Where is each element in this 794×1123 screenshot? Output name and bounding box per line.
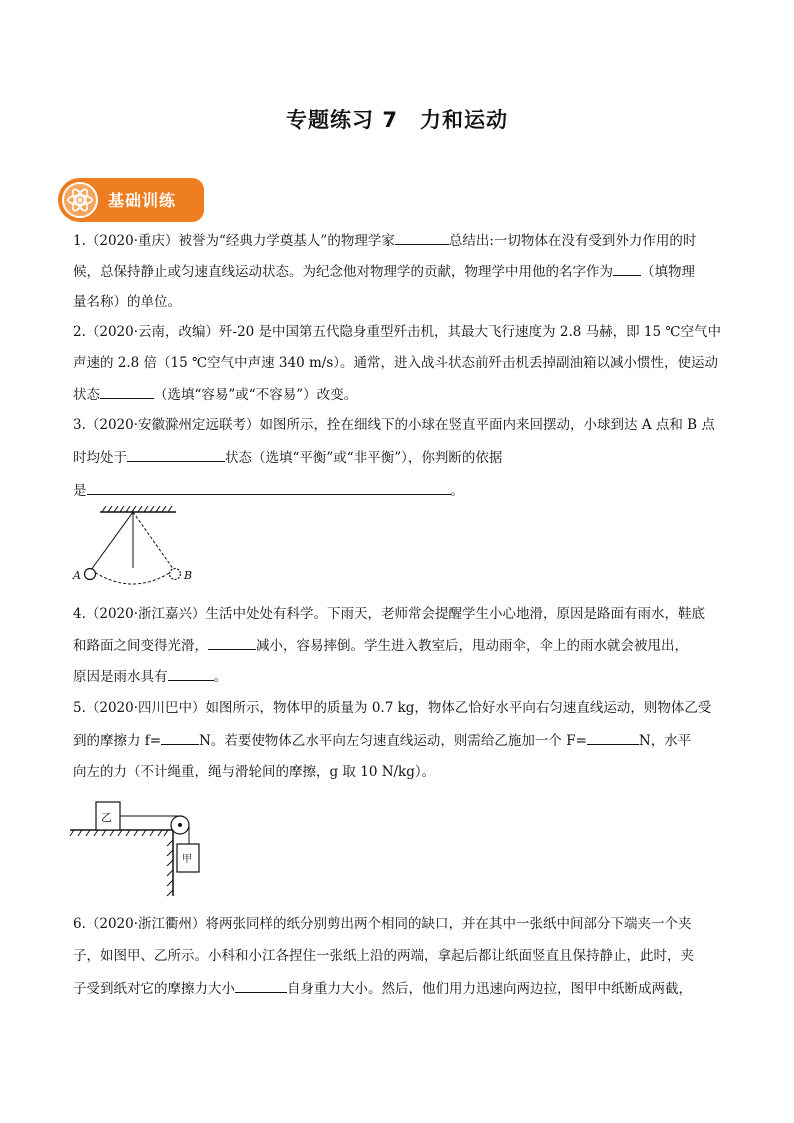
q6-line1: 6.（2020·浙江衢州）将两张同样的纸分别剪出两个相同的缺口，并在其中一张纸中间部分下端夹一个夹 bbox=[73, 916, 692, 932]
label-jia: 甲 bbox=[182, 854, 192, 865]
label-b: B bbox=[184, 569, 193, 582]
q4-line1: 4.（2020·浙江嘉兴）生活中处处有科学。下雨天，老师常会提醒学生小心地滑，原因是路面有雨水，鞋底 bbox=[73, 606, 706, 622]
answer-blank[interactable] bbox=[208, 635, 256, 650]
q3-line2: 时均处于 状态（选填“平衡”或“非平衡”），你判断的依据 bbox=[73, 447, 502, 468]
ball-b bbox=[170, 569, 181, 580]
q2-line1: 2.（2020·云南，改编）歼-20 是中国第五代隐身重型歼击机，其最大飞行速度为 2.8 马赫，即 15 ℃空气中 bbox=[73, 324, 721, 340]
answer-blank[interactable] bbox=[168, 666, 214, 681]
q5-line1: 5.（2020·四川巴中）如图所示，物体甲的质量为 0.7 kg，物体乙恰好水平向右匀速直线运动，则物体乙受 bbox=[73, 700, 712, 716]
q1-line1: 1.（2020·重庆）被誉为“经典力学奠基人”的物理学家 总结出:一切物体在没有受到外力作用的时 bbox=[73, 230, 696, 251]
q5-line3: 向左的力（不计绳重，绳与滑轮间的摩擦，g 取 10 N/kg）。 bbox=[73, 764, 436, 780]
pulley-diagram bbox=[70, 796, 210, 896]
q1-line3: 量名称）的单位。 bbox=[73, 294, 181, 310]
pendulum-diagram bbox=[70, 506, 200, 586]
q2-line3: 状态 （选填“容易”或“不容易”）改变。 bbox=[73, 384, 357, 405]
q3-line1: 3.（2020·安徽滁州定远联考）如图所示，拴在细线下的小球在竖直平面内来回摆动，小球到达 A 点和 B 点 bbox=[73, 417, 715, 433]
page-title: 专题练习 7 力和运动 bbox=[286, 108, 508, 132]
answer-blank[interactable] bbox=[587, 730, 639, 745]
q5-line2: 到的摩擦力 f= N。若要使物体乙水平向左匀速直线运动，则需给乙施加一个 F= N，水平 bbox=[73, 730, 691, 751]
answer-blank[interactable] bbox=[100, 384, 154, 399]
section-label: 基础训练 bbox=[108, 191, 177, 210]
atom-icon bbox=[62, 182, 98, 218]
answer-blank[interactable] bbox=[87, 480, 451, 495]
answer-blank[interactable] bbox=[161, 730, 199, 745]
answer-blank[interactable] bbox=[613, 261, 641, 276]
answer-blank[interactable] bbox=[127, 447, 225, 462]
label-yi: 乙 bbox=[101, 811, 112, 824]
answer-blank[interactable] bbox=[235, 978, 287, 993]
answer-blank[interactable] bbox=[395, 230, 449, 245]
q4-line3: 原因是雨水具有 。 bbox=[73, 666, 227, 687]
q2-line2: 声速的 2.8 倍（15 ℃空气中声速 340 m/s）。通常，进入战斗状态前歼击机丢掉副油箱以减小惯性，使运动 bbox=[73, 355, 718, 371]
section-banner bbox=[58, 178, 204, 222]
q6-line3: 子受到纸对它的摩擦力大小 自身重力大小。然后，他们用力迅速向两边拉，图甲中纸断成两截， bbox=[73, 978, 692, 999]
q3-line3: 是 。 bbox=[73, 480, 464, 501]
label-a: A bbox=[73, 569, 81, 582]
q6-line2: 子，如图甲、乙所示。小科和小江各捏住一张纸上沿的两端，拿起后都让纸面竖直且保持静止，此时，夹 bbox=[73, 948, 694, 964]
q1-line2: 候，总保持静止或匀速直线运动状态。为纪念他对物理学的贡献，物理学中用他的名字作为 （填物理 bbox=[73, 261, 695, 282]
ball-a bbox=[85, 569, 96, 580]
q4-line2: 和路面之间变得光滑， 减小，容易摔倒。学生进入教室后，甩动雨伞，伞上的雨水就会被甩出， bbox=[73, 635, 688, 656]
